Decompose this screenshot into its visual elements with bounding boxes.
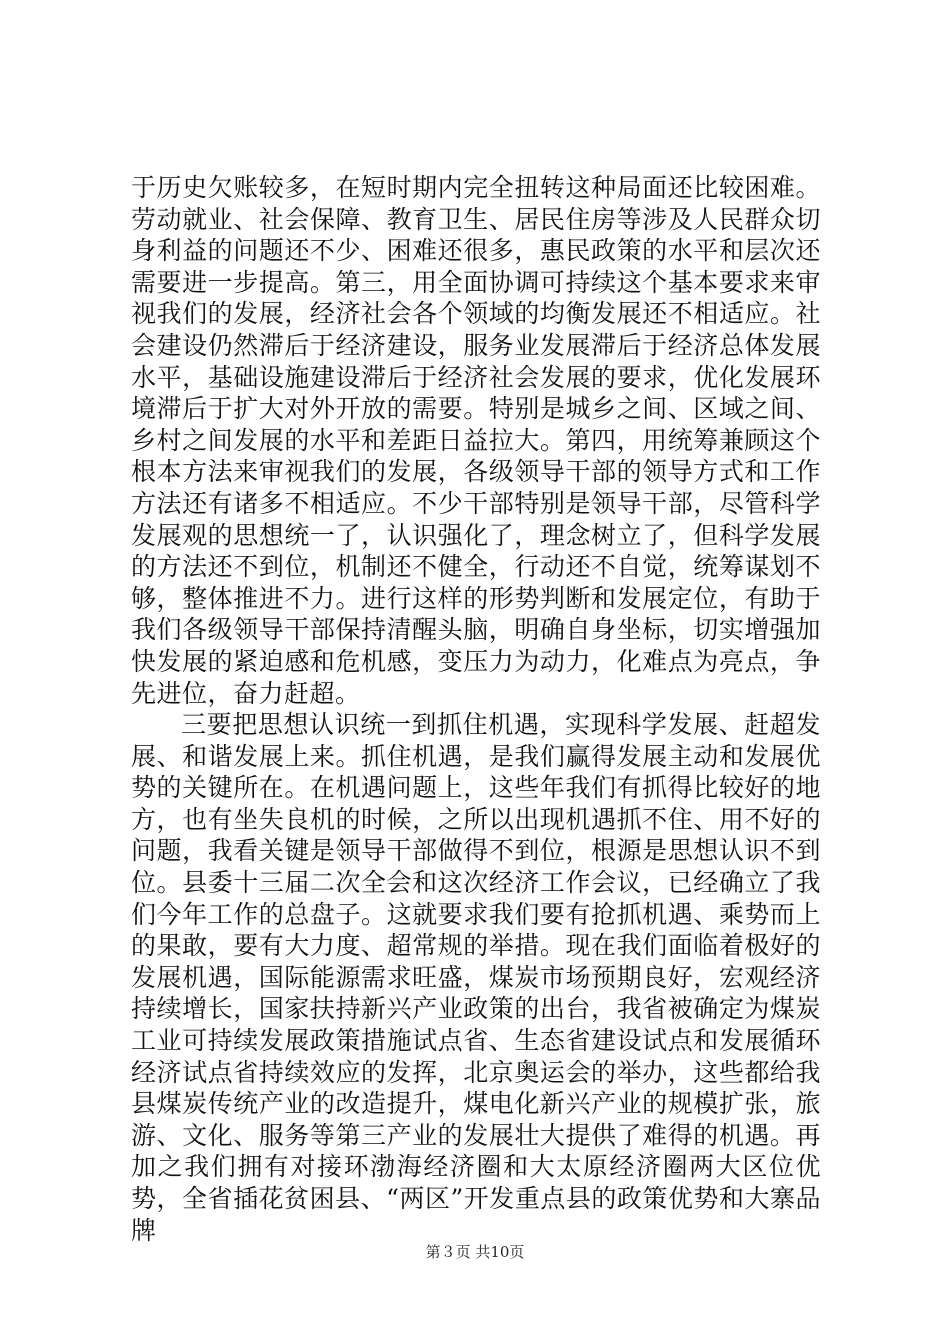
body-text xyxy=(131,172,821,1246)
page-number-footer: 第３页 共10页 xyxy=(425,1243,525,1261)
paragraph-2: 三要把思想认识统一到抓住机遇，实现科学发展、赶超发展、和谐发展上来。抓住机遇，是我们赢得发展主动和发展优势的关键所在。在机遇问题上，这些年我们有抓得比较好的地方，也有坐失良机的时候，之所以出现机遇抓不住、用不好的问题，我看关键是领导干部做得不到位，根源是思想认识不到位。县委十三届二次全会和这次经济工作会议，已经确立了我们今年工作的总盘子。这就要求我们要有抢抓机遇、乘势而上的果敢，要有大力度、超常规的举措。现在我们面临着极好的发展机遇，国际能源需求旺盛，煤炭市场预期良好，宏观经济持续增长，国家扶持新兴产业政策的出台，我省被确定为煤炭工业可持续发展政策措施试点省、生态省建设试点和发展循环经济试点省持续效应的发挥，北京奥运会的举办，这些都给我县煤炭传统产业的改造提升，煤电化新兴产业的规模扩张，旅游、文化、服务等第三产业的发展壮大提供了难得的机遇。再加之我们拥有对接环渤海经济圈和大太原经济圈两大区位优势，全省插花贫困县、“两区”开发重点县的政策优势和大寨品牌 xyxy=(131,710,821,1245)
paragraph-1: 于历史欠账较多，在短时期内完全扭转这种局面还比较困难。劳动就业、社会保障、教育卫生、居民住房等涉及人民群众切身利益的问题还不少、困难还很多，惠民政策的水平和层次还需要进一步提高。第三，用全面协调可持续这个基本要求来审视我们的发展，经济社会各个领域的均衡发展还不相适应。社会建设仍然滞后于经济建设，服务业发展滞后于经济总体发展水平，基础设施建设滞后于经济社会发展的要求，优化发展环境滞后于扩大对外开放的需要。特别是城乡之间、区域之间、乡村之间发展的水平和差距日益拉大。第四，用统筹兼顾这个根本方法来审视我们的发展，各级领导干部的领导方式和工作方法还有诸多不相适应。不少干部特别是领导干部，尽管科学发展观的思想统一了，认识强化了，理念树立了，但科学发展的方法还不到位，机制还不健全，行动还不自觉，统筹谋划不够，整体推进不力。进行这样的形势判断和发展定位，有助于我们各级领导干部保持清醒头脑，明确自身坐标，切实增强加快发展的紧迫感和危机感，变压力为动力，化难点为亮点，争先进位，奋力赶超。 xyxy=(131,173,821,708)
